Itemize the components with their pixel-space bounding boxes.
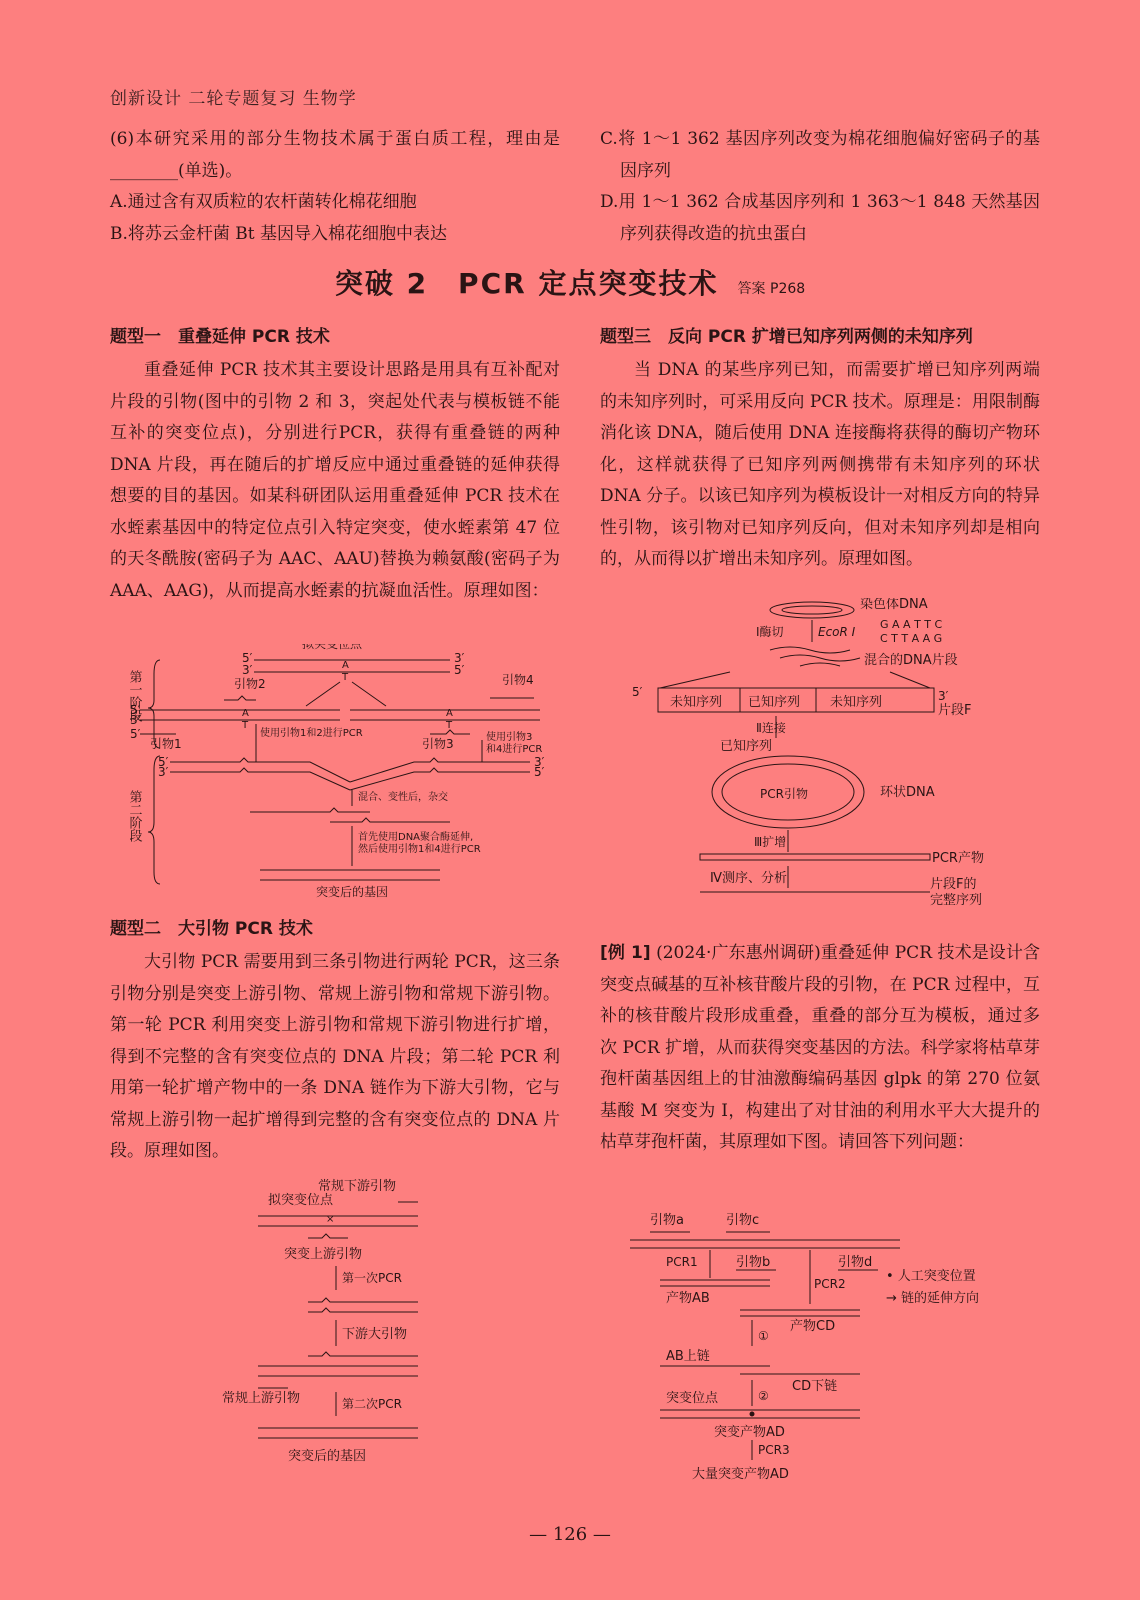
recognition-site-top: G A A T T C <box>880 618 943 631</box>
primer4-label: 引物4 <box>502 673 534 687</box>
many-mutant-label: 大量突变产物AD <box>692 1467 789 1482</box>
primer2-label: 引物2 <box>234 677 266 691</box>
mixed-fragment <box>800 663 840 666</box>
q6-option-d: D.用 1～1 362 合成基因序列和 1 363～1 848 天然基因序列获得改造的抗虫蛋白 <box>600 192 1040 244</box>
type3-block <box>600 322 1040 576</box>
end-label: 5′ <box>242 651 253 665</box>
base-t: T <box>242 720 249 731</box>
type1-block <box>110 322 560 607</box>
overlap-pcr-figure <box>130 644 560 906</box>
base-a: A <box>446 708 453 719</box>
mutant-forward-primer-label: 突变上游引物 <box>284 1247 363 1262</box>
primer1-label: 引物1 <box>150 737 182 751</box>
type1-body: 重叠延伸 PCR 技术其主要设计思路是用具有互补配对片段的引物(图中的引物 2 和 3，突起处代表与模板链不能互补的突变位点)，分别进行PCR，获得有重叠链的两种 DNA 片段，再在随后的扩增反应中通过重叠链的延伸获得想要的目的基因。如某科研团队运用重叠延伸 PCR 技术在水蛭素基因中的特定位点引入特定突变，使水蛭素第 47 位的天冬酰胺(密码子为 AAC、AAU)替换为赖氨酸(密码子为 AAA、AAG)，从而提高水蛭素的抗凝血活性。原理如图： <box>110 360 560 601</box>
base-a: A <box>342 660 349 671</box>
end-label: 3′ <box>158 765 169 779</box>
end-label: 5′ <box>632 685 643 699</box>
legend-mutation: • 人工突变位置 <box>886 1269 976 1284</box>
stage1-brace <box>148 660 160 748</box>
pcr2-label: PCR2 <box>814 1277 846 1291</box>
pcr-primer-label: PCR引物 <box>760 787 808 801</box>
mutant-ad-label: 突变产物AD <box>714 1425 785 1440</box>
page-number: — 126 — <box>529 1524 611 1545</box>
fragment-f-label: 片段F <box>938 703 972 718</box>
extension-label-1: 首先使用DNA聚合酶延伸, <box>358 832 474 843</box>
end-label: 3′ <box>938 689 949 703</box>
product1-bottom <box>308 1308 418 1312</box>
example1-figure <box>630 1210 1040 1500</box>
mixed-fragments-label: 混合的DNA片段 <box>864 653 958 668</box>
step4-label: Ⅳ测序、分析 <box>710 871 787 886</box>
ab-upper-strand-label: AB上链 <box>666 1349 710 1364</box>
end-label: 3′ <box>242 663 253 677</box>
circular-dna-label: 环状DNA <box>880 785 935 800</box>
legend-direction: → 链的延伸方向 <box>886 1291 980 1306</box>
full-seq-label-2: 完整序列 <box>930 893 983 908</box>
primer-d-label: 引物d <box>838 1255 873 1270</box>
product-cd-label: 产物CD <box>790 1319 836 1334</box>
primer-c-label: 引物c <box>726 1213 760 1228</box>
end-label: 5′ <box>454 663 465 677</box>
q6-stem: (6)本研究采用的部分生物技术属于蛋白质工程，理由是________(单选)。 <box>110 129 560 181</box>
example1-block <box>600 938 1040 1159</box>
end-label: 5′ <box>130 727 141 741</box>
step3-label: Ⅲ扩增 <box>754 835 787 849</box>
type3-body: 当 DNA 的某些序列已知，而需要扩增已知序列两端的未知序列时，可采用反向 PCR 技术。原理是：用限制酶消化该 DNA，随后使用 DNA 连接酶将获得的酶切产物环化，这样就获得了已知序列两侧携带有未知序列的环状 DNA 分子。以该已知序列为模板设计一对相反方向的特异性引物，该引物对已知序列反向，但对未知序列却是相向的，从而得以扩增出未知序列。原理如图。 <box>600 360 1040 569</box>
product-ab-label: 产物AB <box>666 1291 710 1306</box>
unknown-seq-left: 未知序列 <box>670 695 723 710</box>
base-a: A <box>242 708 249 719</box>
fragment-ab-top <box>170 758 350 782</box>
example1-label: [例 1] <box>600 943 651 963</box>
enzyme-label: EcoR Ⅰ <box>818 625 856 639</box>
product1-top <box>308 1298 418 1302</box>
section-title-text: 突破 2 PCR 定点突变技术 <box>334 267 719 300</box>
pcr34-label-b: 和4进行PCR <box>486 744 543 755</box>
fragment-ab-bottom <box>170 768 350 790</box>
q6-option-a: A.通过含有双质粒的农杆菌转化棉花细胞 <box>110 192 417 212</box>
type2-heading: 题型二 大引物 PCR 技术 <box>110 919 313 939</box>
chromosome-label: 染色体DNA <box>860 598 928 612</box>
question-6 <box>110 124 560 250</box>
mutant-gene-label: 突变后的基因 <box>316 885 389 899</box>
stage1-label: 第一阶段 <box>130 670 142 722</box>
mix-label: 混合、变性后，杂交 <box>358 792 448 803</box>
known-seq: 已知序列 <box>748 695 801 710</box>
primer-a-label: 引物a <box>650 1213 684 1228</box>
question-6-options-right <box>600 124 1040 250</box>
forward-primer-label: 常规上游引物 <box>222 1391 301 1406</box>
step1-label: Ⅰ酶切 <box>756 625 784 639</box>
mutation-mark: × <box>326 1214 335 1225</box>
end-label: 3′ <box>130 713 141 727</box>
primer-b-label: 引物b <box>736 1255 771 1270</box>
end-label: 5′ <box>130 703 141 717</box>
q6-option-b: B.将苏云金杆菌 Bt 基因导入棉花细胞中表达 <box>110 223 448 244</box>
hybrid-strand-1 <box>250 808 370 812</box>
step-1-marker: ① <box>758 1329 769 1343</box>
end-label: 3′ <box>534 755 545 769</box>
mutation-site-label: 拟突变位点 <box>302 644 363 651</box>
example1-body: (2024·广东惠州调研)重叠延伸 PCR 技术是设计含突变点碱基的互补核苷酸片段的引物，在 PCR 过程中，互补的核苷酸片段形成重叠，重叠的部分互为模板，通过多次 PCR 扩增，从而获得突变基因的方法。科学家将枯草芽孢杆菌基因组上的甘油激酶编码基因 glpk 的第 270 位氨基酸 M 突变为 I，构建出了对甘油的利用水平大大提升的枯草芽孢杆菌，其原理如下图。请回答下列问题： <box>600 943 1040 1152</box>
megaprimer-label: 下游大引物 <box>342 1327 408 1342</box>
type2-body: 大引物 PCR 需要用到三条引物进行两轮 PCR，这三条引物分别是突变上游引物、常规上游引物和常规下游引物。第一轮 PCR 利用突变上游引物和常规下游引物进行扩增，得到不完整的含有突变位点的 DNA 片段；第二轮 PCR 利用第一轮扩增产物中的一条 DNA 链作为下游大引物，它与常规上游引物一起扩增得到完整的含有突变位点的 DNA 片段。原理如图。 <box>110 952 560 1161</box>
mixed-fragment <box>770 647 850 653</box>
round2-label: 第二次PCR <box>342 1397 402 1411</box>
pcr12-label: 使用引物1和2进行PCR <box>260 728 363 739</box>
q6-option-c: C.将 1～1 362 基因序列改变为棉花细胞偏好密码子的基因序列 <box>600 129 1040 181</box>
round1-label: 第一次PCR <box>342 1271 402 1285</box>
chromosome-dna <box>770 602 854 618</box>
megaprimer <box>308 1352 418 1356</box>
end-label: 3′ <box>454 651 465 665</box>
pcr-product-bar <box>700 854 930 860</box>
type3-heading: 题型三 反向 PCR 扩增已知序列两侧的未知序列 <box>600 327 973 347</box>
mutant-gene-label: 突变后的基因 <box>288 1449 367 1464</box>
primer2 <box>224 696 256 700</box>
end-label: 5′ <box>158 755 169 769</box>
step2-label: Ⅱ连接 <box>756 721 786 735</box>
cd-lower-strand-label: CD下链 <box>792 1379 838 1394</box>
reverse-primer-label: 常规下游引物 <box>318 1179 397 1194</box>
pcr-product-label: PCR产物 <box>932 851 984 866</box>
pcr1-label: PCR1 <box>666 1255 698 1269</box>
fragment-cd-top <box>350 758 530 782</box>
base-t: T <box>342 672 349 683</box>
inverse-pcr-figure <box>630 598 1040 928</box>
mixed-fragment <box>780 655 860 661</box>
hybrid-strand-2 <box>330 818 450 822</box>
extension-label-2: 然后使用引物1和4进行PCR <box>358 844 481 855</box>
fragment-cd-bottom <box>350 768 530 790</box>
step-2-marker: ② <box>758 1389 769 1403</box>
base-t: T <box>446 720 453 731</box>
section-title <box>0 262 1140 302</box>
mutant-forward-primer <box>308 1234 348 1238</box>
type2-block <box>110 914 560 1168</box>
running-header: 创新设计 二轮专题复习 生物学 <box>110 89 357 109</box>
type1-heading: 题型一 重叠延伸 PCR 技术 <box>110 327 330 347</box>
stage2-label: 第二阶段 <box>130 790 142 842</box>
primer3-label: 引物3 <box>422 737 454 751</box>
pcr34-label-a: 使用引物3 <box>486 732 533 743</box>
mutation-dot <box>750 1412 755 1417</box>
mutation-site-label: 拟突变位点 <box>268 1193 334 1208</box>
recognition-site-bottom: C T T A A G <box>880 632 943 645</box>
full-seq-label-1: 片段F的 <box>930 877 977 892</box>
pcr3-label: PCR3 <box>758 1443 790 1457</box>
answer-reference: 答案 P268 <box>737 281 806 297</box>
example1-text <box>600 938 1040 1159</box>
unknown-seq-right: 未知序列 <box>830 695 883 710</box>
end-label: 5′ <box>534 765 545 779</box>
megaprimer-figure <box>218 1176 478 1476</box>
known-seq-label-2: 已知序列 <box>720 739 773 754</box>
mutation-site-label: 突变位点 <box>666 1391 719 1406</box>
chromosome-dna-inner <box>782 606 842 614</box>
